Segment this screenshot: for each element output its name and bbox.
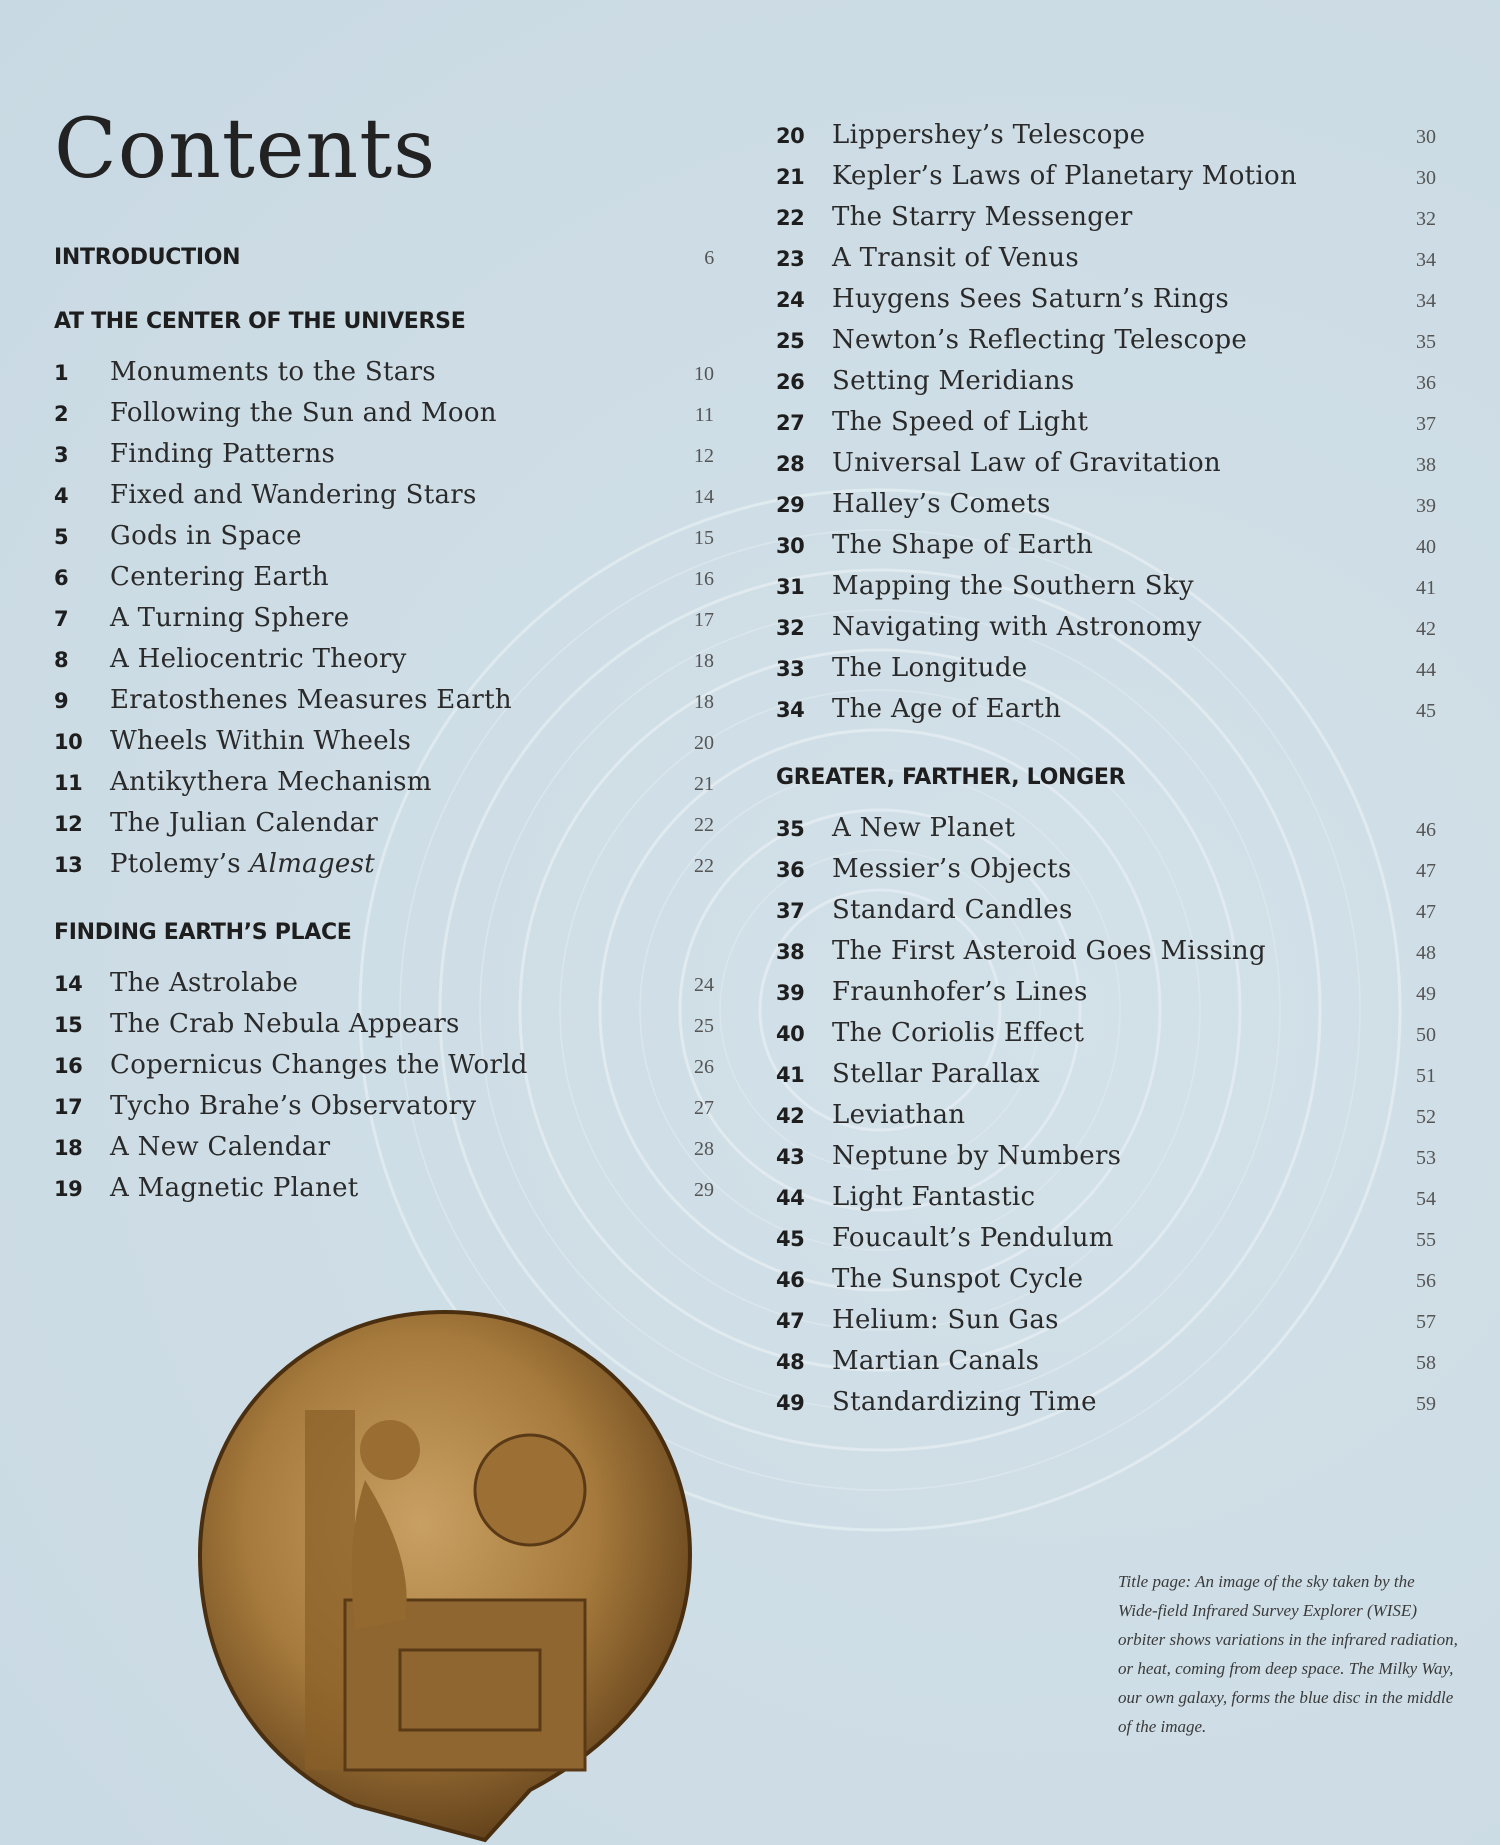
toc-entry [54,849,714,890]
entry-title [832,120,1396,150]
entry-number: 36 [776,858,805,882]
toc-entry [776,243,1436,284]
entry-number: 8 [54,648,69,672]
entry-title-text: The Longitude [832,653,1028,683]
relief-medallion-image [185,1300,705,1845]
entry-number: 11 [54,771,83,795]
toc-entry [54,357,714,398]
section-heading [54,920,714,954]
title-page-caption: Title page: An image of the sky taken by the Wide-field Infrared Survey Explorer (WISE) orbiter shows variations in the infrared radiation, or heat, coming from deep space. The Milky Way, our own galaxy, forms the blue disc in the middle of the image. [1118,1572,1458,1736]
entry-number: 14 [54,972,83,996]
entry-title-text: Tycho Brahe’s Observatory [110,1091,477,1121]
entry-title-text: Ptolemy’s [110,849,241,879]
entry-title-text: Lippershey’s Telescope [832,120,1146,150]
entry-title-text: Newton’s Reflecting Telescope [832,325,1248,355]
entry-number: 13 [54,853,83,877]
toc-entry [776,813,1436,854]
toc-entry [776,489,1436,530]
entry-page-number: 55 [1416,1229,1436,1251]
toc-entry [776,612,1436,653]
entry-title-text: A New Planet [832,813,1016,843]
entry-title [832,571,1396,601]
entry-page-number: 47 [1416,860,1436,882]
entry-number: 37 [776,899,805,923]
entry-number: 19 [54,1177,83,1201]
entry-number: 29 [776,493,805,517]
entry-title [832,243,1396,273]
section-page-number: 6 [704,247,714,269]
toc-entry [776,202,1436,243]
entry-title [110,603,674,633]
entry-title-text: Kepler’s Laws of Planetary Motion [832,161,1298,191]
section-heading-label: FINDING EARTH’S PLACE [54,920,352,945]
entry-number: 48 [776,1350,805,1374]
entry-title-text: Eratosthenes Measures Earth [110,685,512,715]
entry-title [832,407,1396,437]
entry-page-number: 20 [694,732,714,754]
entry-title-text: The Age of Earth [832,694,1062,724]
entry-page-number: 17 [694,609,714,631]
entry-title [832,161,1396,191]
toc-entry [776,284,1436,325]
entry-title-text: Finding Patterns [110,439,336,469]
entry-title [110,1009,674,1039]
entry-page-number: 34 [1416,290,1436,312]
entry-title-text: Foucault’s Pendulum [832,1223,1114,1253]
entry-title [110,1050,674,1080]
entry-title-text: Fraunhofer’s Lines [832,977,1088,1007]
entry-title-text: Mapping the Southern Sky [832,571,1194,601]
toc-section [54,920,714,1214]
entry-title [110,1091,674,1121]
entry-title [110,808,674,838]
entry-page-number: 22 [694,855,714,877]
entry-number: 46 [776,1268,805,1292]
entry-page-number: 52 [1416,1106,1436,1128]
toc-entry [776,1100,1436,1141]
toc-entry [776,854,1436,895]
entry-title-text: Stellar Parallax [832,1059,1040,1089]
toc-entry [776,977,1436,1018]
entry-page-number: 22 [694,814,714,836]
entry-title-text: Huygens Sees Saturn’s Rings [832,284,1229,314]
entry-number: 6 [54,566,69,590]
entry-number: 18 [54,1136,83,1160]
entry-title-text: Martian Canals [832,1346,1040,1376]
entry-title-italic: Almagest [249,849,375,879]
entry-title [832,854,1396,884]
entry-number: 33 [776,657,805,681]
toc-entry [776,120,1436,161]
entry-number: 21 [776,165,805,189]
toc-entry [776,936,1436,977]
entry-title-text: A New Calendar [110,1132,331,1162]
toc-entry [776,1346,1436,1387]
entry-title [110,767,674,797]
entry-page-number: 15 [694,527,714,549]
entry-number: 28 [776,452,805,476]
entry-title [110,1132,674,1162]
toc-entry [54,1132,714,1173]
toc-entry [776,1182,1436,1223]
entry-number: 30 [776,534,805,558]
entry-number: 40 [776,1022,805,1046]
entry-title [110,968,674,998]
entry-page-number: 47 [1416,901,1436,923]
entry-title-text: Fixed and Wandering Stars [110,480,477,510]
entry-title-text: Helium: Sun Gas [832,1305,1059,1335]
entry-page-number: 53 [1416,1147,1436,1169]
entry-title [832,1387,1396,1417]
section-heading-label: GREATER, FARTHER, LONGER [776,765,1126,790]
entry-number: 42 [776,1104,805,1128]
entry-title-text: The Shape of Earth [832,530,1094,560]
toc-entry [776,1387,1436,1428]
entry-number: 23 [776,247,805,271]
toc-entry [54,726,714,767]
toc-entry [776,694,1436,735]
toc-entry [776,1059,1436,1100]
entry-number: 26 [776,370,805,394]
entry-title-text: A Turning Sphere [110,603,350,633]
toc-section [776,765,1436,1428]
toc-left-column [54,245,714,1244]
entry-title-text: Antikythera Mechanism [110,767,432,797]
entry-title-text: The Coriolis Effect [832,1018,1085,1048]
entry-title-text: Gods in Space [110,521,302,551]
toc-entry [54,1173,714,1214]
toc-entry [776,448,1436,489]
entry-title [832,1223,1396,1253]
toc-entry [54,480,714,521]
entry-page-number: 49 [1416,983,1436,1005]
entry-page-number: 25 [694,1015,714,1037]
toc-entry [776,571,1436,612]
entry-page-number: 44 [1416,659,1436,681]
entry-number: 41 [776,1063,805,1087]
entry-number: 49 [776,1391,805,1415]
toc-entry [776,366,1436,407]
entry-number: 45 [776,1227,805,1251]
entry-number: 1 [54,361,69,385]
entry-page-number: 48 [1416,942,1436,964]
entry-page-number: 39 [1416,495,1436,517]
toc-entry [54,968,714,1009]
entry-title [110,480,674,510]
entry-title-text: The Starry Messenger [832,202,1133,232]
entry-page-number: 46 [1416,819,1436,841]
entry-title-text: Leviathan [832,1100,966,1130]
entry-title [832,1264,1396,1294]
entry-number: 9 [54,689,69,713]
entry-title-text: Standardizing Time [832,1387,1097,1417]
entry-page-number: 10 [694,363,714,385]
entry-title [832,448,1396,478]
entry-page-number: 30 [1416,126,1436,148]
entry-title [832,1346,1396,1376]
entry-number: 35 [776,817,805,841]
entry-title [832,1059,1396,1089]
entry-number: 10 [54,730,83,754]
entry-page-number: 30 [1416,167,1436,189]
entry-number: 12 [54,812,83,836]
toc-entry [776,895,1436,936]
entry-number: 15 [54,1013,83,1037]
entry-number: 38 [776,940,805,964]
toc-entry [54,644,714,685]
entry-title-text: Messier’s Objects [832,854,1072,884]
entry-title [832,202,1396,232]
entry-page-number: 24 [694,974,714,996]
entry-number: 3 [54,443,69,467]
entry-page-number: 21 [694,773,714,795]
entry-title [110,357,674,387]
entry-title [832,694,1396,724]
section-heading-label: INTRODUCTION [54,245,241,270]
toc-entry [776,1018,1436,1059]
entry-title [832,612,1396,642]
entry-title-text: A Magnetic Planet [110,1173,359,1203]
entry-page-number: 36 [1416,372,1436,394]
section-heading [54,309,714,343]
entry-title-text: Monuments to the Stars [110,357,436,387]
entry-page-number: 34 [1416,249,1436,271]
entry-title [110,644,674,674]
entry-page-number: 12 [694,445,714,467]
toc-entry [54,439,714,480]
entry-number: 34 [776,698,805,722]
entry-title-text: A Transit of Venus [832,243,1079,273]
entry-page-number: 57 [1416,1311,1436,1333]
entry-title [110,685,674,715]
entry-number: 44 [776,1186,805,1210]
entry-title-text: Universal Law of Gravitation [832,448,1221,478]
entry-title [832,936,1396,966]
entry-title-text: Standard Candles [832,895,1073,925]
toc-entry [54,562,714,603]
entry-title-text: The Crab Nebula Appears [110,1009,460,1039]
toc-entry [776,530,1436,571]
entry-title-text: The Sunspot Cycle [832,1264,1084,1294]
toc-right-column [776,120,1436,1458]
entry-page-number: 40 [1416,536,1436,558]
entry-page-number: 18 [694,691,714,713]
entry-number: 17 [54,1095,83,1119]
entry-page-number: 29 [694,1179,714,1201]
entry-number: 32 [776,616,805,640]
entry-title-text: The Astrolabe [110,968,299,998]
entry-page-number: 59 [1416,1393,1436,1415]
toc-entry [776,1305,1436,1346]
entry-number: 5 [54,525,69,549]
entry-title [832,489,1396,519]
entry-title [832,1141,1396,1171]
entry-page-number: 41 [1416,577,1436,599]
entry-title [110,726,674,756]
entry-title [832,813,1396,843]
entry-title-text: Centering Earth [110,562,329,592]
section-heading-label: AT THE CENTER OF THE UNIVERSE [54,309,466,334]
entry-title-text: Navigating with Astronomy [832,612,1202,642]
entry-number: 22 [776,206,805,230]
entry-page-number: 27 [694,1097,714,1119]
entry-title-text: The Speed of Light [832,407,1089,437]
toc-entry [54,1009,714,1050]
entry-page-number: 38 [1416,454,1436,476]
entry-title [832,325,1396,355]
toc-entry [54,1050,714,1091]
toc-entry [54,521,714,562]
toc-entry [776,1264,1436,1305]
entry-page-number: 18 [694,650,714,672]
entry-page-number: 56 [1416,1270,1436,1292]
entry-title [110,439,674,469]
entry-number: 39 [776,981,805,1005]
toc-section [54,309,714,890]
section-heading [776,765,1436,799]
entry-page-number: 26 [694,1056,714,1078]
toc-entry [776,653,1436,694]
entry-title [110,562,674,592]
entry-title [832,366,1396,396]
entry-number: 31 [776,575,805,599]
toc-entry [776,1141,1436,1182]
toc-entry [54,398,714,439]
toc-entry [54,603,714,644]
toc-entry [54,808,714,849]
entry-number: 16 [54,1054,83,1078]
entry-page-number: 50 [1416,1024,1436,1046]
entry-title-text: Halley’s Comets [832,489,1051,519]
entry-page-number: 28 [694,1138,714,1160]
toc-entry [54,685,714,726]
entry-number: 27 [776,411,805,435]
entry-number: 2 [54,402,69,426]
page-title: Contents [54,102,437,197]
entry-page-number: 11 [694,404,714,426]
entry-number: 25 [776,329,805,353]
entry-title-text: A Heliocentric Theory [110,644,407,674]
entry-title [832,1182,1396,1212]
toc-entry [776,325,1436,366]
entry-page-number: 37 [1416,413,1436,435]
entry-title [110,1173,674,1203]
entry-number: 24 [776,288,805,312]
toc-section [776,120,1436,735]
entry-title [110,521,674,551]
entry-title-text: Wheels Within Wheels [110,726,412,756]
entry-title-text: Setting Meridians [832,366,1075,396]
section-heading [54,245,714,279]
toc-section [54,245,714,279]
entry-number: 7 [54,607,69,631]
entry-title [832,977,1396,1007]
entry-number: 43 [776,1145,805,1169]
entry-title [832,530,1396,560]
entry-title-text: The First Asteroid Goes Missing [832,936,1266,966]
toc-entry [54,767,714,808]
entry-number: 20 [776,124,805,148]
toc-entry [54,1091,714,1132]
entry-page-number: 45 [1416,700,1436,722]
toc-entry [776,407,1436,448]
entry-title [832,284,1396,314]
entry-title-text: Copernicus Changes the World [110,1050,528,1080]
entry-number: 4 [54,484,69,508]
entry-page-number: 54 [1416,1188,1436,1210]
entry-title-text: Neptune by Numbers [832,1141,1122,1171]
entry-page-number: 14 [694,486,714,508]
entry-page-number: 58 [1416,1352,1436,1374]
entry-page-number: 42 [1416,618,1436,640]
entry-page-number: 32 [1416,208,1436,230]
entry-number: 47 [776,1309,805,1333]
entry-page-number: 16 [694,568,714,590]
entry-title [832,1305,1396,1335]
entry-title-text: Light Fantastic [832,1182,1036,1212]
entry-title-text: The Julian Calendar [110,808,379,838]
entry-title [110,398,674,428]
entry-title [832,1018,1396,1048]
entry-page-number: 51 [1416,1065,1436,1087]
entry-title-text: Following the Sun and Moon [110,398,497,428]
entry-title [832,895,1396,925]
entry-title [110,849,674,879]
entry-page-number: 35 [1416,331,1436,353]
toc-entry [776,161,1436,202]
entry-title [832,1100,1396,1130]
toc-entry [776,1223,1436,1264]
entry-title [832,653,1396,683]
